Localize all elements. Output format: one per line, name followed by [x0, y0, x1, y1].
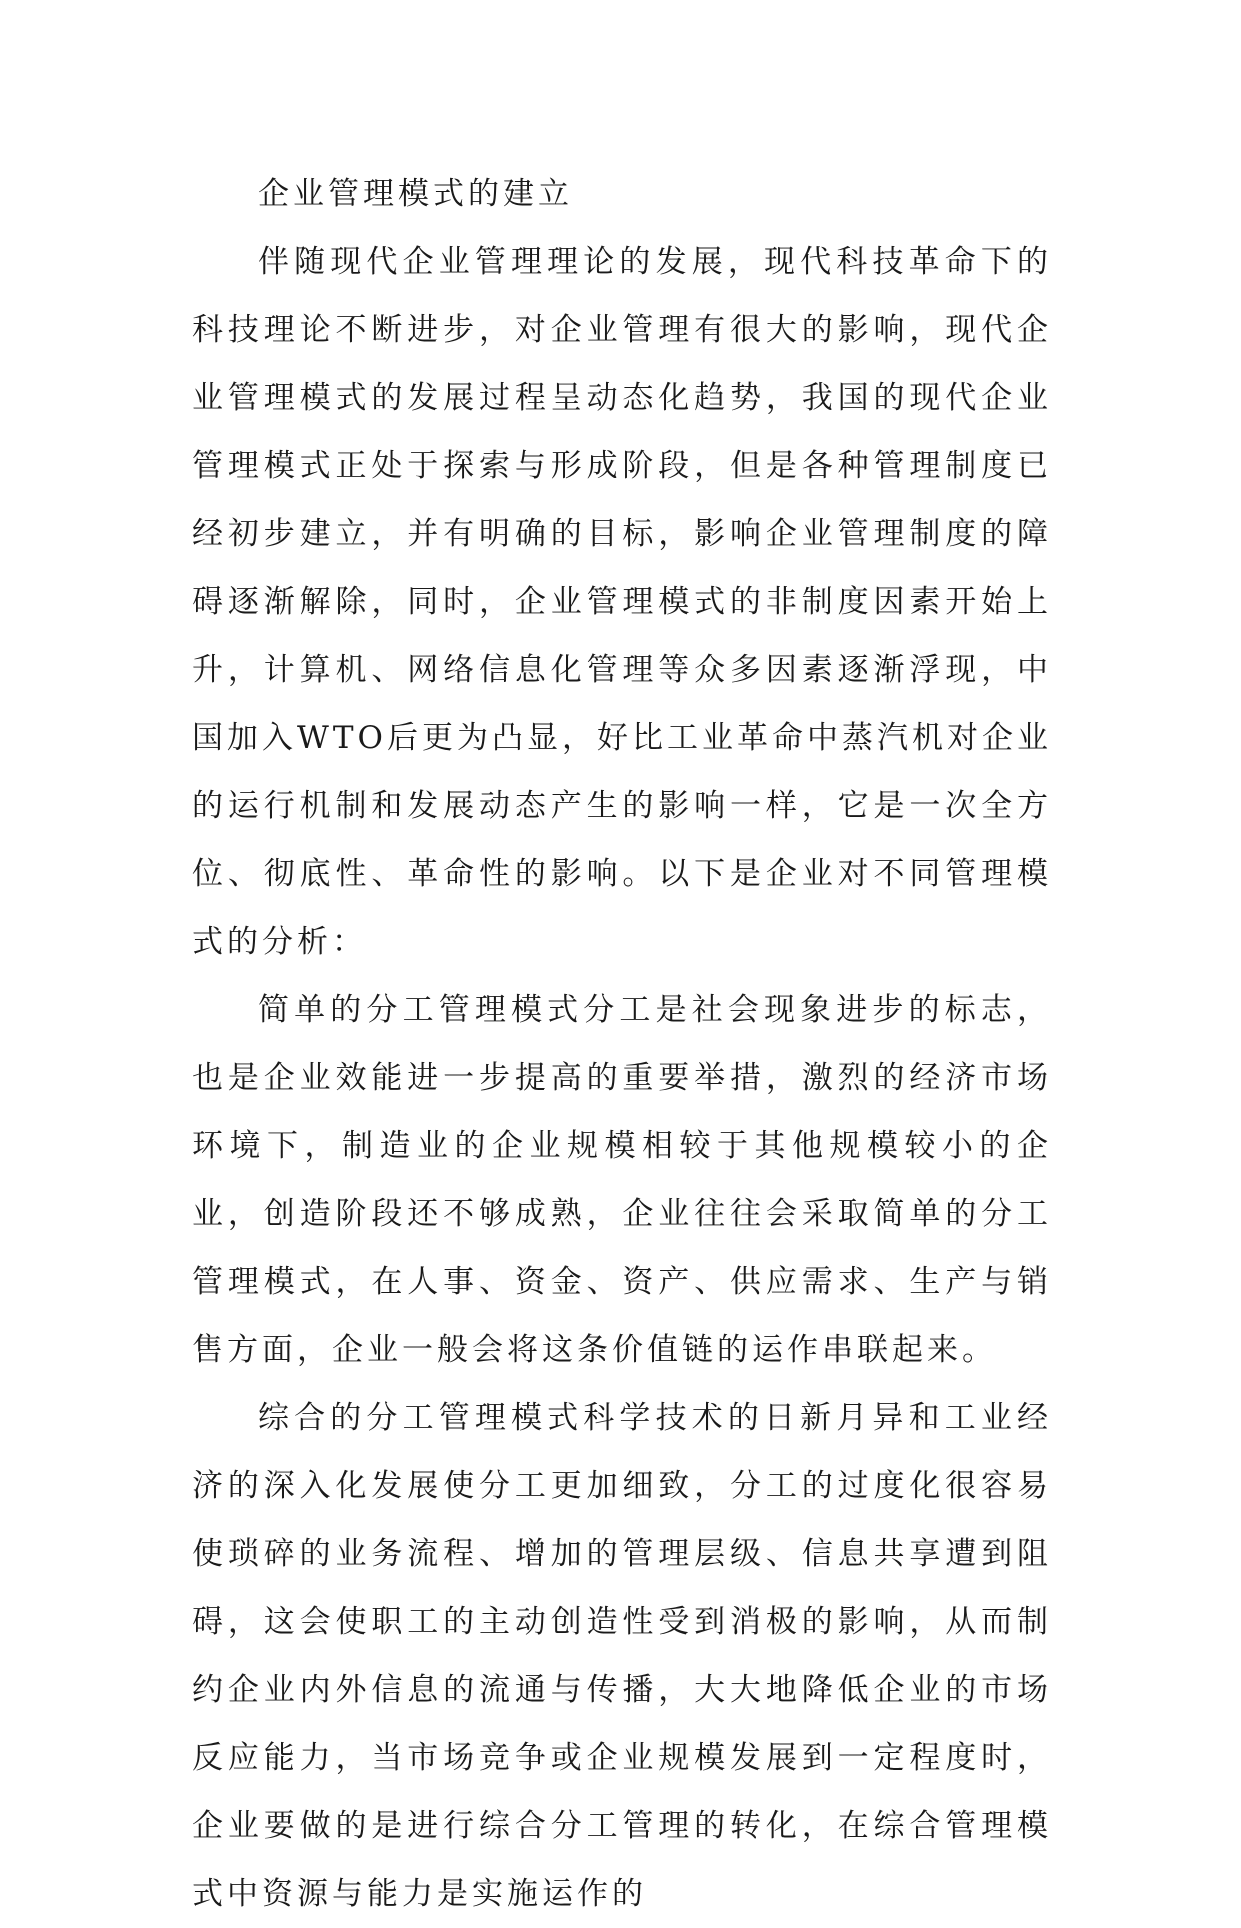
- paragraph-comprehensive-division: 综合的分工管理模式科学技术的日新月异和工业经济的深入化发展使分工更加细致，分工的过度化很容易使琐碎的业务流程、增加的管理层级、信息共享遭到阻碍，这会使职工的主动创造性受到消极的影响，从而制约企业内外信息的流通与传播，大大地降低企业的市场反应能力，当市场竞争或企业规模发展到一定程度时，企业要做的是进行综合分工管理的转化，在综合管理模式中资源与能力是实施运作的: [192, 1400, 1052, 1912]
- section-title: 企业管理模式的建立: [258, 176, 573, 212]
- document-body: [192, 160, 1052, 1928]
- paragraph-simple-division: 简单的分工管理模式分工是社会现象进步的标志，也是企业效能进一步提高的重要举措，激烈的经济市场环境下，制造业的企业规模相较于其他规模较小的企业，创造阶段还不够成熟，企业往往会采取简单的分工管理模式，在人事、资金、资产、供应需求、生产与销售方面，企业一般会将这条价值链的运作串联起来。: [192, 992, 1052, 1368]
- paragraph-intro: 伴随现代企业管理理论的发展，现代科技革命下的科技理论不断进步，对企业管理有很大的影响，现代企业管理模式的发展过程呈动态化趋势，我国的现代企业管理模式正处于探索与形成阶段，但是各种管理制度已经初步建立，并有明确的目标，影响企业管理制度的障碍逐渐解除，同时，企业管理模式的非制度因素开始上升，计算机、网络信息化管理等众多因素逐渐浮现，中国加入WTO后更为凸显，好比工业革命中蒸汽机对企业的运行机制和发展动态产生的影响一样，它是一次全方位、彻底性、革命性的影响。以下是企业对不同管理模式的分析：: [192, 244, 1052, 960]
